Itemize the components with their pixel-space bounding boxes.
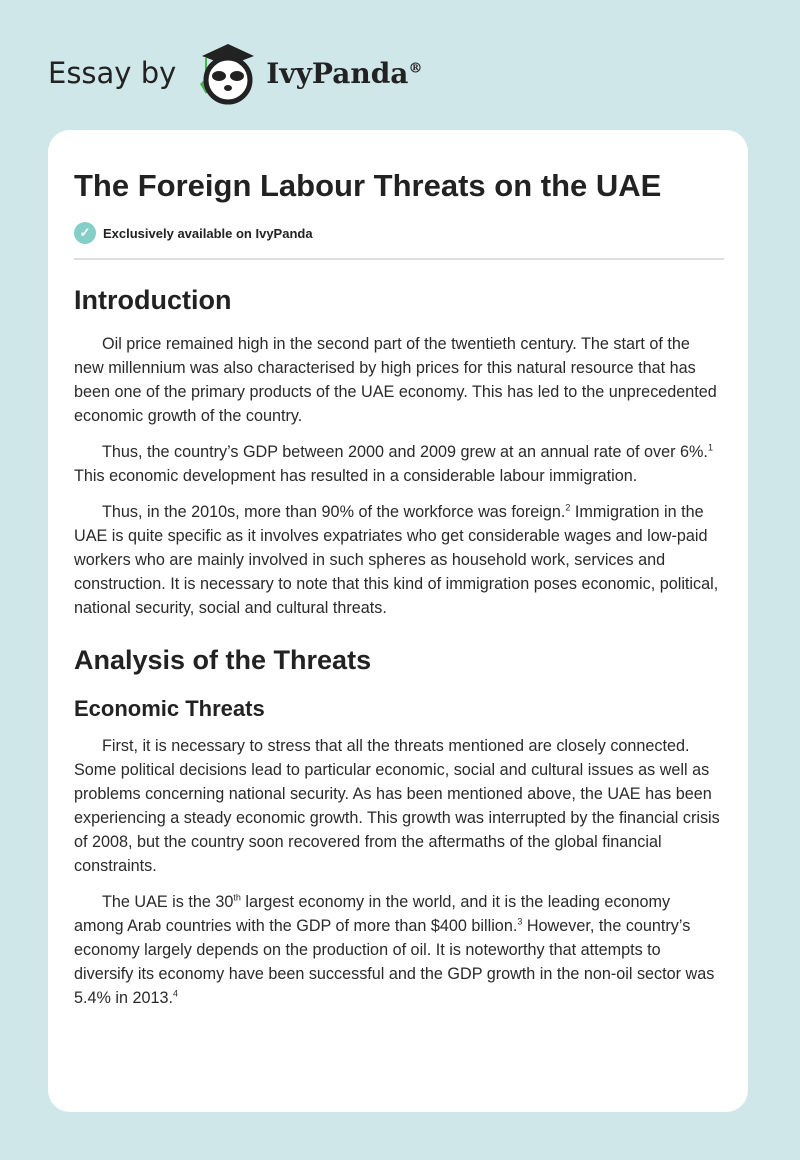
brand-name: IvyPanda®	[266, 56, 423, 90]
paragraph: First, it is necessary to stress that all the threats mentioned are closely connected. Some political decisions lead to particular economic, social and cultural issues as well as problems concerning national security. As has been mentioned above, the UAE has been experiencing a steady economic growth. This growth was interrupted by the financial crisis of 2008, but the country soon recovered from the aftermaths of the global financial constraints.	[74, 737, 720, 875]
badge-label: Exclusively available on IvyPanda	[103, 225, 313, 241]
exclusive-badge	[74, 222, 724, 244]
paragraph: Thus, in the 2010s, more than 90% of the workforce was foreign.$^2$ Immigration in the UAE is quite specific as it involves expatriates who get considerable wages and low-paid workers who are mainly involved in such spheres as household work, services and construction. It is necessary to note that this kind of immigration poses economic, political, national security, social and cultural threats.	[74, 502, 719, 617]
divider	[74, 258, 724, 260]
section-heading: Analysis of the Threats	[74, 645, 372, 675]
paragraph: Oil price remained high in the second part of the twentieth century. The start of the new millennium was also characterised by high prices for this natural resource that has been one of the primary products of the UAE economy. This has led to the unprecedented economic growth of the country.	[74, 335, 717, 425]
essay-by-label: Essay by	[48, 56, 177, 90]
paragraph: The UAE is the 30th largest economy in the world, and it is the leading economy among Arab countries with the GDP of more than $400 billion.$^3$ However, the country’s economy largely depends on the production of oil. It is noteworthy that attempts to diversify its economy have been successful and the GDP growth in the non-oil sector was 5.4% in 2013.$^4$	[74, 892, 715, 1007]
section-heading: Introduction	[74, 285, 232, 315]
footnote-ref[interactable]: 1	[707, 442, 713, 453]
subsection-heading: Economic Threats	[74, 696, 265, 721]
paragraph: Thus, the country’s GDP between 2000 and 2009 grew at an annual rate of over 6%.$^1$ This economic development has resulted in a considerable labour immigration.	[74, 442, 713, 485]
check-icon: ✓	[74, 222, 96, 244]
page-title: The Foreign Labour Threats on the UAE	[74, 168, 662, 203]
footnote-ref[interactable]: 4	[173, 988, 179, 999]
site-header	[48, 38, 422, 108]
essay-card	[48, 130, 748, 1112]
footnote-ref[interactable]: 3	[517, 916, 523, 927]
footnote-ref[interactable]: 2	[565, 502, 571, 513]
panda-logo-icon	[194, 40, 258, 106]
